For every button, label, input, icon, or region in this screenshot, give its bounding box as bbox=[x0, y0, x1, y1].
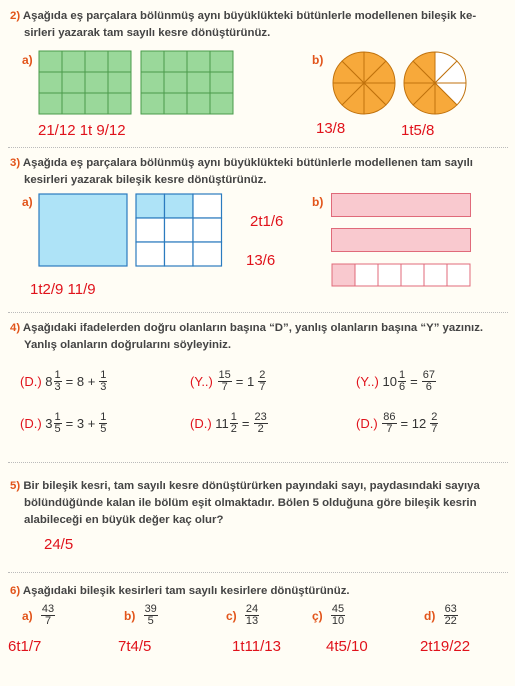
grid-model-1 bbox=[39, 51, 131, 114]
bar-segment bbox=[355, 264, 378, 286]
denominator: 7 bbox=[221, 381, 228, 393]
q5-line1: Bir bileşik kesri, tam sayılı kesre dönüştürürken payındaki sayı, paydasındaki sayıya bbox=[23, 480, 480, 492]
fraction bbox=[218, 370, 232, 393]
q4-statement bbox=[20, 370, 108, 393]
q6-item bbox=[22, 604, 56, 627]
answer-mark: (D.) bbox=[20, 374, 42, 389]
q4-number: 4) bbox=[10, 322, 21, 334]
grid-cell bbox=[39, 93, 62, 114]
answer-mark: (D.) bbox=[356, 416, 378, 431]
numerator: 45 bbox=[331, 603, 345, 615]
q4-statement bbox=[20, 412, 108, 435]
q2-text bbox=[10, 8, 510, 42]
q3-label-a: a) bbox=[22, 195, 33, 209]
divider bbox=[8, 572, 508, 573]
grid-cell bbox=[164, 72, 187, 93]
bar-whole-2 bbox=[331, 228, 471, 252]
grid-cell bbox=[193, 242, 222, 266]
fraction bbox=[41, 604, 55, 627]
item-label: a) bbox=[22, 608, 33, 623]
bar-sixths bbox=[331, 263, 471, 287]
fraction bbox=[382, 412, 396, 435]
numerator: 24 bbox=[245, 603, 259, 615]
q6-item bbox=[124, 604, 159, 627]
q6-answer: 1t11/13 bbox=[232, 638, 281, 655]
denominator: 6 bbox=[398, 381, 406, 393]
numerator: 86 bbox=[383, 411, 396, 423]
q2-number: 2) bbox=[10, 10, 21, 22]
q4-line1: Aşağıdaki ifadelerden doğru olanların başına “D”, yanlış olanların başına “Y” yazınız. bbox=[22, 322, 484, 334]
answer-mark: (D.) bbox=[20, 416, 42, 431]
numerator: 2 bbox=[259, 369, 266, 381]
divider bbox=[8, 462, 508, 463]
denominator: 3 bbox=[54, 381, 61, 393]
q2-pie-models bbox=[331, 50, 471, 116]
fraction bbox=[254, 412, 268, 435]
grid-cell bbox=[85, 72, 108, 93]
bar-segment bbox=[401, 264, 424, 286]
q6-line: Aşağıdaki bileşik kesirleri tam sayılı kesirlere dönüştürünüz. bbox=[22, 585, 350, 597]
bar-whole-1 bbox=[331, 193, 471, 217]
numerator: 1 bbox=[54, 411, 61, 423]
denominator: 3 bbox=[100, 381, 107, 393]
q2-label-a: a) bbox=[22, 53, 33, 67]
equals-part: = bbox=[410, 374, 418, 389]
denominator: 7 bbox=[44, 615, 52, 627]
grid-cell bbox=[165, 242, 194, 266]
q2-line2: sirleri yazarak tam sayılı kesre dönüştürünüz. bbox=[24, 27, 271, 39]
denominator: 2 bbox=[230, 423, 237, 435]
grid-cell bbox=[187, 51, 210, 72]
equals-part: = 12 bbox=[400, 416, 427, 431]
pie-models bbox=[333, 52, 466, 114]
denominator: 13 bbox=[245, 615, 259, 627]
q4-statement bbox=[356, 412, 439, 435]
answer-mark: (D.) bbox=[190, 416, 212, 431]
grid-cell bbox=[62, 72, 85, 93]
grid-cell bbox=[141, 72, 164, 93]
numerator: 1 bbox=[54, 369, 61, 381]
q3-text bbox=[10, 155, 510, 189]
numerator: 1 bbox=[100, 411, 107, 423]
denominator: 5 bbox=[147, 615, 154, 627]
q6-answer: 6t1/7 bbox=[8, 638, 42, 655]
q6-answer: 7t4/5 bbox=[118, 638, 152, 655]
whole-part: 8 bbox=[45, 374, 53, 389]
q5-line2: bölündüğünde kalan ile bölüm eşit olmaktadır. Bölen 5 olduğuna göre bileşik kesrin bbox=[24, 497, 477, 509]
grid-cell bbox=[193, 218, 222, 242]
q3-square-models bbox=[38, 193, 228, 269]
q6-answer: 4t5/10 bbox=[326, 638, 368, 655]
item-label: d) bbox=[424, 608, 436, 623]
bar-segment bbox=[447, 264, 470, 286]
q2-line1: Aşağıda eş parçalara bölünmüş aynı büyüklükteki bütünlerle modellenen bileşik ke- bbox=[22, 10, 477, 22]
denominator: 6 bbox=[425, 381, 432, 393]
q4-statement bbox=[356, 370, 437, 393]
grid-cell bbox=[62, 51, 85, 72]
equals-part: = 8 + bbox=[65, 374, 96, 389]
grid-cell bbox=[108, 93, 131, 114]
grid-cell bbox=[136, 218, 165, 242]
grid-cell bbox=[39, 51, 62, 72]
grid-cell bbox=[210, 51, 233, 72]
numerator: 23 bbox=[254, 411, 267, 423]
equals-part: = 1 bbox=[235, 374, 255, 389]
q3-answer-b2: 13/6 bbox=[246, 252, 276, 269]
q6-item bbox=[424, 604, 459, 627]
q4-statement bbox=[190, 370, 267, 393]
item-label: c) bbox=[226, 608, 237, 623]
grid-cell bbox=[164, 93, 187, 114]
item-label: ç) bbox=[312, 608, 323, 623]
divider bbox=[8, 312, 508, 313]
numerator: 1 bbox=[398, 369, 406, 381]
grid-cell bbox=[136, 194, 165, 218]
q3-answer-b1: 2t1/6 bbox=[250, 213, 284, 230]
equals-part: = bbox=[241, 416, 250, 431]
numerator: 63 bbox=[444, 603, 457, 615]
fraction bbox=[144, 604, 158, 627]
numerator: 1 bbox=[230, 411, 237, 423]
fraction bbox=[245, 604, 259, 627]
numerator: 2 bbox=[431, 411, 438, 423]
grid-cell bbox=[108, 51, 131, 72]
divider bbox=[8, 147, 508, 148]
grid-cell bbox=[141, 93, 164, 114]
numerator: 1 bbox=[100, 369, 107, 381]
numerator: 15 bbox=[218, 369, 231, 381]
whole-part: 3 bbox=[45, 416, 53, 431]
grid-cell bbox=[39, 72, 62, 93]
fraction bbox=[331, 604, 345, 627]
grid-cell bbox=[210, 93, 233, 114]
fraction bbox=[230, 412, 238, 435]
denominator: 5 bbox=[100, 423, 107, 435]
grid-cell bbox=[165, 194, 194, 218]
grid-cell bbox=[164, 51, 187, 72]
q3-number: 3) bbox=[10, 157, 21, 169]
q2-answer-b2: 1t5/8 bbox=[401, 122, 435, 139]
grid-cell bbox=[187, 72, 210, 93]
grid-cell bbox=[141, 51, 164, 72]
grid-cell bbox=[108, 72, 131, 93]
fraction bbox=[444, 604, 458, 627]
grid-cell bbox=[85, 51, 108, 72]
fraction bbox=[99, 412, 107, 435]
q2-answer-b1: 13/8 bbox=[316, 120, 346, 137]
fraction bbox=[54, 412, 62, 435]
bar-segment bbox=[332, 264, 355, 286]
q2-grid-models bbox=[38, 50, 238, 116]
q4-text bbox=[10, 320, 515, 354]
denominator: 10 bbox=[331, 615, 345, 627]
item-label: b) bbox=[124, 608, 136, 623]
q5-number: 5) bbox=[10, 480, 21, 492]
q3-line1: Aşağıda eş parçalara bölünmüş aynı büyüklükteki bütünlerle modellenen tam sayılı bbox=[22, 157, 473, 169]
denominator: 2 bbox=[257, 423, 264, 435]
grid-cell bbox=[187, 93, 210, 114]
fraction bbox=[258, 370, 266, 393]
grid-cell bbox=[165, 218, 194, 242]
numerator: 39 bbox=[144, 603, 157, 615]
q6-number: 6) bbox=[10, 585, 21, 597]
q4-statement bbox=[190, 412, 269, 435]
denominator: 22 bbox=[444, 615, 457, 627]
grid-cell bbox=[193, 194, 222, 218]
grid-cell bbox=[136, 242, 165, 266]
fraction bbox=[422, 370, 436, 393]
q3-label-b: b) bbox=[312, 195, 324, 209]
q2-answer-a: 21/12 1t 9/12 bbox=[38, 122, 126, 139]
q5-answer: 24/5 bbox=[44, 536, 74, 553]
fraction bbox=[99, 370, 107, 393]
q4-line2: Yanlış olanların doğrularını söyleyiniz. bbox=[24, 339, 231, 351]
q3-answer-a: 1t2/9 11/9 bbox=[30, 281, 96, 298]
q6-answer: 2t19/22 bbox=[420, 638, 471, 655]
fraction bbox=[430, 412, 438, 435]
answer-mark: (Y..) bbox=[190, 374, 213, 389]
denominator: 7 bbox=[431, 423, 438, 435]
whole-part: 11 bbox=[215, 416, 229, 431]
grid-cell bbox=[210, 72, 233, 93]
denominator: 7 bbox=[386, 423, 393, 435]
whole-part: 10 bbox=[382, 374, 397, 389]
fraction bbox=[398, 370, 406, 393]
q5-text bbox=[10, 478, 515, 529]
numerator: 43 bbox=[41, 603, 55, 615]
denominator: 7 bbox=[259, 381, 266, 393]
denominator: 5 bbox=[54, 423, 61, 435]
q6-item bbox=[312, 604, 346, 627]
grid-model-2 bbox=[141, 51, 233, 114]
bar-segment bbox=[378, 264, 401, 286]
equals-part: = 3 + bbox=[65, 416, 96, 431]
answer-mark: (Y..) bbox=[356, 374, 379, 389]
bar-segment bbox=[424, 264, 447, 286]
grid-cell bbox=[85, 93, 108, 114]
q6-item bbox=[226, 604, 260, 627]
numerator: 67 bbox=[422, 369, 435, 381]
q6-text bbox=[10, 583, 515, 600]
grid-cell bbox=[62, 93, 85, 114]
q5-line3: alabileceği en büyük değer kaç olur? bbox=[24, 514, 224, 526]
q3-line2: kesirleri yazarak bileşik kesre dönüştürünüz. bbox=[24, 174, 267, 186]
q2-label-b: b) bbox=[312, 53, 324, 67]
fraction bbox=[54, 370, 62, 393]
